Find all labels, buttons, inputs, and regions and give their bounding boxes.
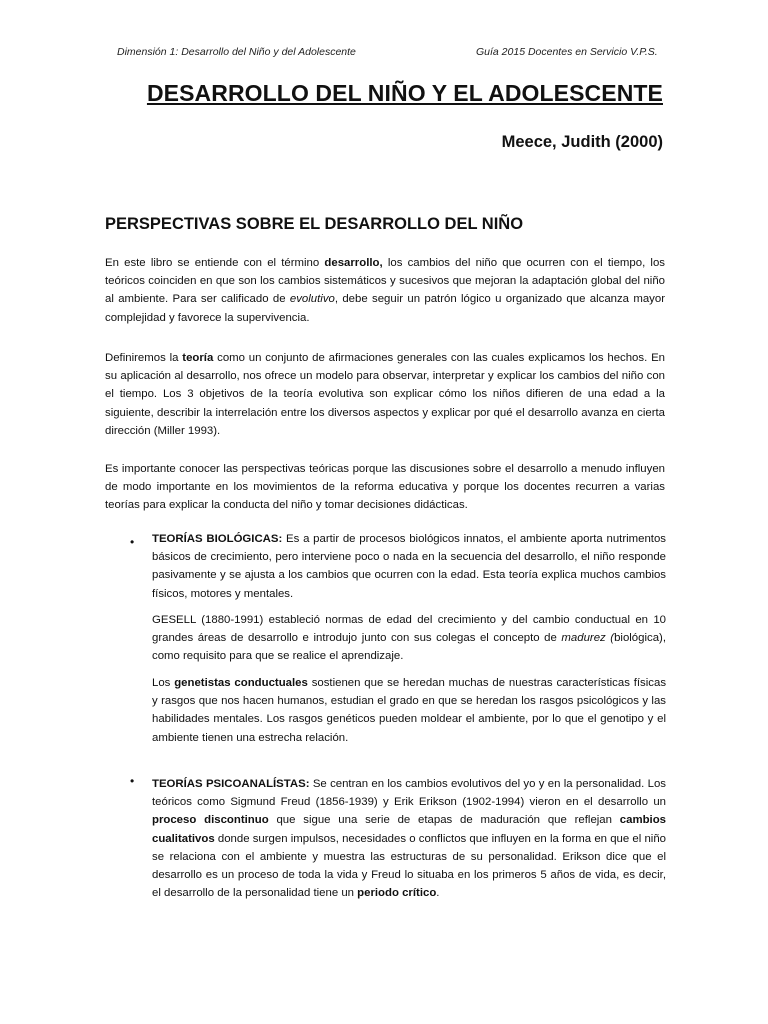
term-teorias-psicoanalistas: TEORÍAS PSICOANALÍSTAS: — [152, 778, 310, 790]
term-genetistas-conductuales: genetistas conductuales — [174, 677, 308, 689]
paragraph-genetistas: Los genetistas conductuales sostienen que se heredan muchas de nuestras características físicas y rasgos que nos hacen humanos, estudian el grado en que se heredan los rasgos psicológicos y las habilidades mentales. Los rasgos genéticos pueden moldear el ambiente, por lo que el genotipo y el ambiente tienen una estrecha relación. — [152, 677, 667, 744]
bullet-marker: • — [130, 774, 135, 788]
running-header-left: Dimensión 1: Desarrollo del Niño y del Adolescente — [117, 46, 356, 58]
document-title: DESARROLLO DEL NIÑO Y EL ADOLESCENTE — [146, 80, 663, 106]
paragraph-importancia: Es importante conocer las perspectivas teóricas porque las discusiones sobre el desarrollo a menudo influyen de modo importante en los movimientos de la reforma educativa y porque los docentes recurren a varias teorías para explicar la conducta del niño y tomar decisiones didácticas. — [105, 463, 665, 512]
term-desarrollo: desarrollo, — [324, 257, 383, 269]
paragraph-gesell: GESELL (1880-1991) estableció normas de edad del crecimiento y del cambio conductual en 10 grandes áreas de desarrollo e introdujo junto con sus colegas el concepto de madurez (biológica), como requisito para que se realice el aprendizaje. — [152, 614, 666, 663]
term-proceso-discontinuo: proceso discontinuo — [152, 814, 269, 827]
term-teoria: teoría — [182, 352, 214, 364]
bullet-marker: • — [130, 535, 135, 549]
term-madurez: madurez ( — [561, 632, 615, 645]
running-header-right: Guía 2015 Docentes en Servicio V.P.S. — [476, 46, 658, 58]
term-evolutivo: evolutivo — [289, 293, 335, 306]
paragraph-teoria: Definiremos la teoría como un conjunto de afirmaciones generales con las cuales explicamos los hechos. En su aplicación al desarrollo, nos ofrece un modelo para observar, interpretar y explicar los cambios del niño con el tiempo. Los 3 objetivos de la teoría evolutiva son explicar cómo los niños difieren de una edad a la siguiente, describir la interrelación entre los diversos aspectos y explicar por qué el desarrollo avanza en cierta dirección (Miller 1993). — [105, 352, 666, 437]
term-teorias-biologicas: TEORÍAS BIOLÓGICAS: — [152, 533, 283, 545]
author-citation: Meece, Judith (2000) — [501, 133, 663, 151]
bullet-teorias-psicoanalistas: TEORÍAS PSICOANALÍSTAS: Se centran en los cambios evolutivos del yo y en la personalidad. Los teóricos como Sigmund Freud (1856-1939) y Erik Erikson (1902-1994) vieron en el desarrollo un proceso discontinuo que sigue una serie de etapas de maduración que reflejan cambios cualitativos donde surgen impulsos, necesidades o conflictos que influyen en la forma en que el niño se relaciona con el ambiente y muestra las estructuras de su personalidad. Erikson dice que el desarrollo es un proceso de toda la vida y Freud lo situaba en los primeros 5 años de vida, es decir, el desarrollo de la personalidad tiene un periodo crítico. — [152, 778, 666, 900]
bullet-teorias-biologicas: TEORÍAS BIOLÓGICAS: Es a partir de procesos biológicos innatos, el ambiente aporta nutrimentos básicos de crecimiento, pero interviene poco o nada en la secuencia del desarrollo, el niño responde pasivamente y se ajusta a los cambios que ocurren con la edad. Esta teoría explica muchos cambios físicos, motores y mentales. — [152, 533, 666, 600]
paragraph-desarrollo: En este libro se entiende con el término desarrollo, los cambios del niño que ocurren con el tiempo, los teóricos coinciden en que son los cambios sistemáticos y sucesivos que mejoran la adaptación global del niño al ambiente. Para ser calificado de evolutivo, debe seguir un patrón lógico u organizado que alcanza mayor complejidad y favorece la supervivencia. — [105, 257, 665, 324]
term-cambios-cualitativos: cambios cualitativos — [152, 814, 666, 845]
section-heading: PERSPECTIVAS SOBRE EL DESARROLLO DEL NIÑO — [105, 215, 524, 233]
term-periodo-critico: periodo crítico — [357, 887, 437, 900]
